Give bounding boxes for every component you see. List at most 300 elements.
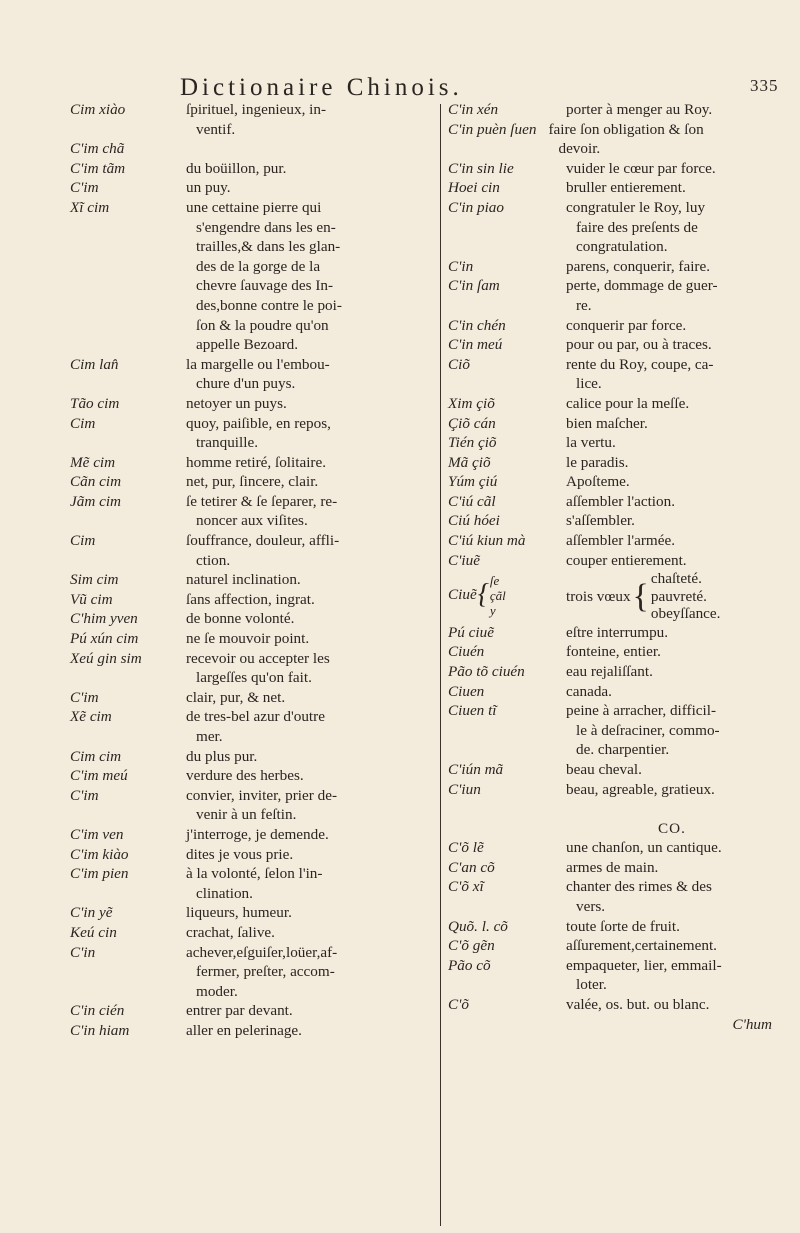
dictionary-entry [70,903,438,923]
dictionary-entry [70,590,438,610]
definition-line: du plus pur. [186,747,258,765]
entry-definition [186,178,438,198]
dictionary-entry [448,936,778,956]
dictionary-entry [448,198,778,257]
entry-definition [186,414,438,453]
entry-definition [566,877,778,916]
dictionary-entry [70,492,438,531]
entry-definition [186,139,438,159]
definition-line: le paradis. [566,453,629,471]
dictionary-entry [70,707,438,746]
entry-definition [186,472,438,492]
entry-term: Tién çiõ [448,434,497,452]
entry-definition [566,936,778,956]
entry-definition [566,956,778,995]
vows-term [448,570,566,620]
page-number: 335 [750,76,779,95]
entry-definition [566,701,778,760]
entry-definition [186,100,438,139]
entry-term: Keú cin [70,923,117,941]
right-entries-group-1 [448,100,778,570]
definition-line: conquerir par force. [566,316,687,334]
dictionary-entry [448,662,778,682]
dictionary-entry [448,257,778,277]
entry-definition [186,786,438,825]
definition-line: de bonne volonté. [186,610,295,628]
definition-line: lice. [576,375,602,393]
entry-definition [186,864,438,903]
definition-line: trailles,& dans les glan- [196,238,341,256]
dictionary-entry [448,335,778,355]
dictionary-entry [448,120,778,159]
definition-line: valée, os. but. ou blanc. [566,996,710,1014]
entry-term: Pú xún cim [70,630,139,648]
definition-line: congratuler le Roy, luy [566,198,706,216]
definition-line: des,bonne contre le poi- [196,296,342,314]
entry-definition [566,623,778,643]
definition-line: fermer, preſter, accom- [196,963,335,981]
definition-line: empaqueter, lier, emmail- [566,956,722,974]
entry-term: C'õ gẽn [448,937,495,955]
dictionary-entry [70,786,438,825]
entry-term: Quõ. l. cõ [448,917,508,935]
dictionary-entry [70,845,438,865]
entry-term: C'õ xĩ [448,878,484,896]
definition-line: ſouffrance, douleur, affli- [186,532,340,550]
entry-term: C'im [70,786,99,804]
entry-definition [566,760,778,780]
entry-definition [186,943,438,1002]
dictionary-entry [70,100,438,139]
entry-term: C'im tãm [70,159,126,177]
entry-term: Cim [70,532,96,550]
dictionary-entry [448,453,778,473]
definition-line: noncer aux viſites. [196,512,308,530]
entry-definition [566,159,778,179]
entry-term: Vũ cim [70,590,113,608]
entry-definition [186,355,438,394]
entry-term: C'im meú [70,767,128,785]
entry-term: Cim lan̂ [70,355,119,373]
entry-term: C'im chã [70,140,125,158]
entry-term: C'im kiào [70,845,129,863]
definition-line: vuider le cœur par force. [566,159,716,177]
definition-line: venir à un feſtin. [196,806,297,824]
definition-line: bien maſcher. [566,414,648,432]
entry-definition [566,100,778,120]
entry-definition [186,394,438,414]
dictionary-entry [448,276,778,315]
vows-term-stack-item: çãl [489,587,506,603]
dictionary-entry [70,1021,438,1041]
definition-line: rente du Roy, coupe, ca- [566,355,714,373]
entry-definition [566,257,778,277]
definition-line: canada. [566,682,612,700]
definition-line: toute ſorte de fruit. [566,917,680,935]
definition-line: du boüillon, pur. [186,159,287,177]
entry-term: Xeú gin sim [70,649,142,667]
dictionary-entry [448,433,778,453]
entry-term: Sim cim [70,571,119,589]
definition-line: armes de main. [566,858,659,876]
entry-term: Cãn cim [70,473,122,491]
right-column [448,100,778,1034]
definition-line: appelle Bezoard. [196,336,299,354]
definition-line: chanter des rimes & des [566,878,712,896]
vows-definition [566,570,778,623]
dictionary-entry [70,531,438,570]
dictionary-entry [70,570,438,590]
definition-line: j'interroge, je demende. [186,825,329,843]
entry-definition [186,1001,438,1021]
entry-term: C'in xén [448,101,499,118]
entry-definition [566,178,778,198]
entry-term: Tão cim [70,394,120,412]
dictionary-entry [448,159,778,179]
entry-term: Yúm çiú [448,473,498,491]
definition-line: des de la gorge de la [196,257,321,275]
definition-line: liqueurs, humeur. [186,904,292,922]
dictionary-entry [448,531,778,551]
entry-definition [186,903,438,923]
dictionary-entry [70,159,438,179]
definition-line: chure d'un puys. [196,375,296,393]
dictionary-entry [448,642,778,662]
vows-term-brace: { [477,579,489,611]
definition-line: bruller entierement. [566,179,686,197]
entry-definition [566,995,778,1015]
entry-term: C'in yẽ [70,904,113,922]
entry-definition [186,649,438,688]
entry-definition [186,609,438,629]
definition-line: convier, inviter, prier de- [186,786,338,804]
definition-line: netoyer un puys. [186,394,287,412]
entry-definition [186,707,438,746]
definition-line: naturel inclination. [186,571,301,589]
dictionary-entry [448,760,778,780]
entry-definition [186,1021,438,1041]
definition-line: aſſurement,certainement. [566,937,717,955]
dictionary-entry [448,877,778,916]
dictionary-entry [448,623,778,643]
definition-line: devoir. [558,140,601,158]
entry-term: Ciuen [448,682,485,700]
vows-item: chaſteté. [650,570,702,588]
dictionary-entry [70,825,438,845]
entry-definition [566,662,778,682]
definition-line: faire des preſents de [576,218,698,236]
entry-definition [566,414,778,434]
definition-line: dites je vous prie. [186,845,294,863]
dictionary-entry [70,649,438,688]
definition-line: verdure des herbes. [186,767,304,785]
entry-definition [186,590,438,610]
dictionary-entry [448,394,778,414]
entry-definition [566,316,778,336]
left-column [70,100,438,1041]
entry-term: Ciuen tĩ [448,702,497,720]
definition-line: entrer par devant. [186,1002,293,1020]
definition-line: la margelle ou l'embou- [186,355,330,373]
definition-line: congratulation. [576,238,668,256]
entry-term: C'in chén [448,316,506,334]
entry-definition [566,858,778,878]
entry-term: Mẽ cim [70,453,116,471]
vows-prefix: trois vœux [566,587,631,605]
definition-line: moder. [196,982,238,1000]
entry-term: C'in [448,257,474,275]
definition-line: achever,eſguiſer,loüer,af- [186,943,338,961]
entry-definition [548,120,778,159]
dictionary-entry [448,414,778,434]
entry-term: C'im [70,179,99,197]
definition-line: net, pur, ſincere, clair. [186,473,319,491]
entry-definition [566,492,778,512]
definition-line: le à deſraciner, commo- [576,721,720,739]
definition-line: parens, conquerir, faire. [566,257,711,275]
entry-term: C'iún mã [448,760,504,778]
dictionary-entry [70,198,438,355]
entry-term: C'iú cãl [448,492,496,510]
dictionary-entry [70,747,438,767]
dictionary-entry [70,609,438,629]
definition-line: faire ſon obligation & ſon [548,120,704,138]
entry-term: C'iuẽ [448,551,480,569]
definition-line: clair, pur, & net. [186,688,286,706]
entry-definition [566,453,778,473]
entry-term: C'in meú [448,336,503,354]
entry-term: C'in [70,943,96,961]
dictionary-entry [448,858,778,878]
entry-term: Xim çiõ [448,394,495,412]
right-entries-group-2 [448,623,778,799]
entry-definition [186,825,438,845]
definition-line: chevre ſauvage des In- [196,277,334,295]
definition-line: recevoir ou accepter les [186,649,330,667]
definition-line: homme retiré, ſolitaire. [186,453,327,471]
definition-line: s'aſſembler. [566,512,635,530]
dictionary-entry [448,355,778,394]
dictionary-entry [70,923,438,943]
entry-definition [566,394,778,414]
entry-term: Ciú hóei [448,512,500,530]
dictionary-entry [448,178,778,198]
definition-line: une chanſon, un cantique. [566,839,722,857]
dictionary-entry [448,551,778,571]
entry-definition [186,845,438,865]
dictionary-entry [70,394,438,414]
entry-term: Pão tõ ciuén [448,662,525,680]
entry-definition [186,492,438,531]
entry-term: Mã çiõ [448,453,491,471]
entry-definition [566,472,778,492]
definition-line: loter. [576,976,607,994]
definition-line: ne ſe mouvoir point. [186,630,310,648]
entry-definition [186,531,438,570]
vows-items [651,570,721,623]
definition-line: ſans affection, ingrat. [186,590,315,608]
dictionary-entry [70,139,438,159]
definition-line: ction. [196,551,231,569]
dictionary-entry [70,688,438,708]
dictionary-entry [448,472,778,492]
entry-term: C'in hiam [70,1021,130,1039]
dictionary-entry [448,917,778,937]
definition-line: ſpirituel, ingenieux, in- [186,101,327,118]
entry-term: Ciuén [448,643,485,661]
entry-definition [566,198,778,257]
vows-term-stack-item: y [489,602,496,618]
entry-term: Xĩ cim [70,198,110,216]
entry-term: C'an cõ [448,858,495,876]
entry-term: C'im [70,688,99,706]
dictionary-entry [70,943,438,1002]
section-gap [448,799,778,819]
definition-line: quoy, paiſible, en repos, [186,414,331,432]
dictionary-entry [448,682,778,702]
definition-line: perte, dommage de guer- [566,277,718,295]
entry-definition [566,276,778,315]
entry-term: Xẽ cim [70,708,112,726]
definition-line: s'engendre dans les en- [196,218,336,236]
definition-line: beau cheval. [566,760,642,778]
entry-definition [186,453,438,473]
entry-term: Cim xiào [70,101,126,118]
entry-term: C'him yven [70,610,138,628]
entry-term: C'im ven [70,825,124,843]
entry-term: C'õ [448,996,469,1014]
definition-line: aller en pelerinage. [186,1021,302,1039]
entry-definition [186,688,438,708]
definition-line: aſſembler l'action. [566,492,676,510]
dictionary-entry [448,100,778,120]
vows-entry [448,570,778,623]
entry-definition [566,531,778,551]
entry-term: C'im pien [70,865,129,883]
dictionary-entry [448,701,778,760]
dictionary-entry [70,414,438,453]
definition-line: ventif. [196,120,236,138]
definition-line: la vertu. [566,434,616,452]
dictionary-entry [448,956,778,995]
entry-term: Çiõ cán [448,414,496,432]
definition-line: aſſembler l'armée. [566,532,675,550]
entry-definition [186,198,438,355]
dictionary-entry [70,355,438,394]
entry-term: Cim [70,414,96,432]
definition-line: Apoſteme. [566,473,630,491]
dictionary-entry [70,629,438,649]
dictionary-entry [448,316,778,336]
catchword: C'hum [732,1015,772,1033]
dictionary-entry [70,472,438,492]
definition-line: pour ou par, ou à traces. [566,336,712,354]
definition-line: mer. [196,728,223,745]
definition-line: une cettaine pierre qui [186,198,322,216]
dictionary-entry [70,1001,438,1021]
entry-term: Jãm cim [70,492,122,510]
entry-term: Pão cõ [448,956,491,974]
entry-term: C'in ſam [448,277,500,295]
definition-line: clination. [196,884,253,902]
vows-term-stack [490,573,506,618]
definition-line: peine à arracher, difficil- [566,702,717,720]
vows-brace: { [632,577,649,615]
entry-definition [186,747,438,767]
definition-line: ſe tetirer & ſe ſeparer, re- [186,492,338,510]
vows-term-stack-item: ſe [489,572,500,588]
entry-term: Ciõ [448,355,470,373]
entry-definition [566,780,778,800]
entry-term: C'in puèn ſuen [448,120,537,138]
vows-term-main: Ciuẽ [448,586,477,604]
entry-term: C'iun [448,780,481,798]
definition-line: vers. [576,898,606,916]
definition-line: eau rejaliſſant. [566,662,653,680]
definition-line: couper entierement. [566,551,687,569]
entry-definition [186,629,438,649]
definition-line: largeſſes qu'on fait. [196,669,312,687]
entry-definition [186,159,438,179]
entry-term: C'in cién [70,1002,125,1020]
definition-line: crachat, ſalive. [186,923,275,941]
definition-line: calice pour la meſſe. [566,394,690,412]
entry-term: C'in piao [448,198,504,216]
entry-definition [566,335,778,355]
entry-definition [566,838,778,858]
dictionary-entry [70,178,438,198]
entry-definition [566,551,778,571]
vows-item: obeyſſance. [650,605,721,623]
definition-line: de. charpentier. [576,741,670,759]
entry-term: Cim cim [70,747,122,765]
dictionary-entry [70,453,438,473]
dictionary-entry [448,780,778,800]
definition-line: fonteine, entier. [566,643,661,661]
entry-term: Hoei cin [448,179,500,197]
entry-definition [566,917,778,937]
dictionary-entry [70,766,438,786]
definition-line: ſon & la poudre qu'on [196,316,329,334]
definition-line: beau, agreable, gratieux. [566,780,715,798]
entry-definition [566,642,778,662]
entry-definition [186,923,438,943]
definition-line: re. [576,296,592,314]
definition-line: tranquille. [196,434,258,452]
definition-line: à la volonté, ſelon l'in- [186,865,323,883]
entry-definition [566,511,778,531]
dictionary-entry [70,864,438,903]
definition-line: un puy. [186,179,231,197]
entry-term: C'iú kiun mà [448,532,526,550]
dictionary-entry [448,995,778,1015]
entry-term: C'in sin lie [448,159,514,177]
dictionary-entry [448,511,778,531]
definition-line [186,139,438,159]
section-heading: CO. [658,819,686,837]
entry-definition [186,570,438,590]
entry-definition [566,682,778,702]
dictionary-entry [448,838,778,858]
dictionary-entry [448,492,778,512]
right-entries-group-3 [448,838,778,1014]
column-divider [440,104,441,1226]
entry-definition [566,433,778,453]
definition-line: de tres-bel azur d'outre [186,708,325,726]
entry-definition [566,355,778,394]
entry-term: C'õ lẽ [448,839,484,857]
running-title: Dictionaire Chinois. [180,74,463,101]
